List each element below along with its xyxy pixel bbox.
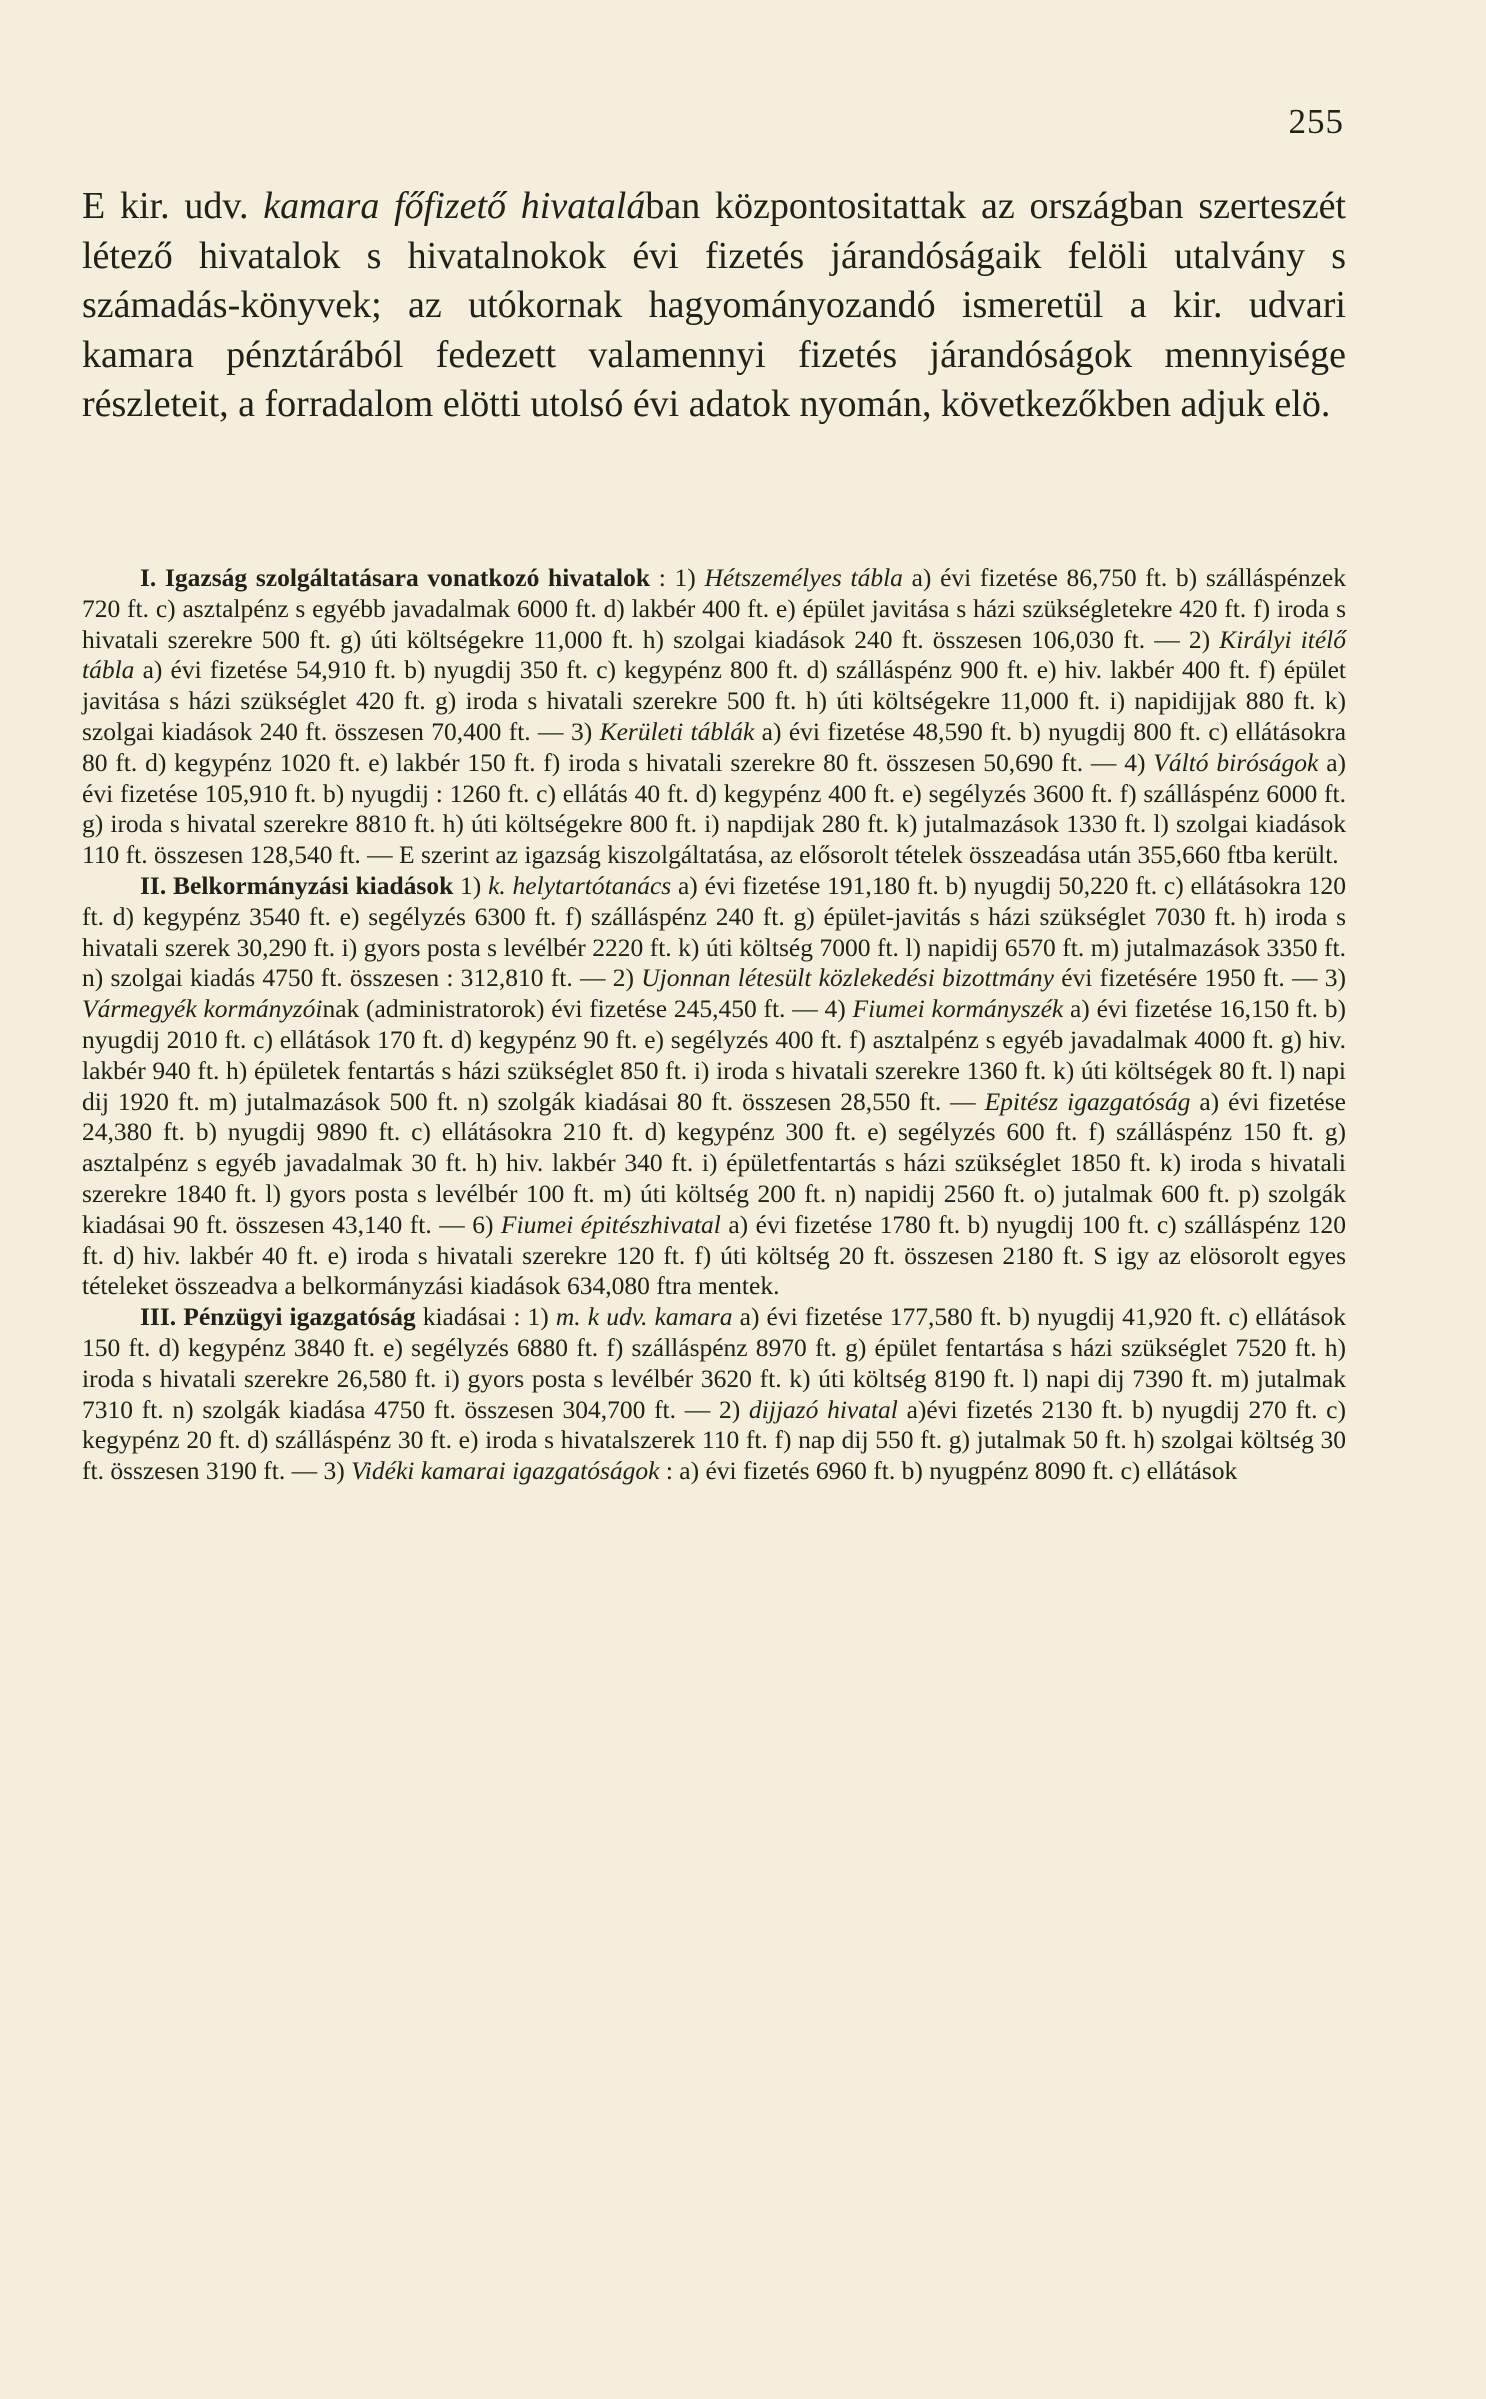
institution-name: k. helytartótanács <box>488 870 672 900</box>
institution-name: Vármegyék kormányzói <box>82 994 323 1024</box>
institution-name: Váltó biróságok <box>1153 747 1319 777</box>
text-run: : 1) <box>650 563 705 592</box>
text-run: a) évi fizetése 191,180 ft. b) nyugdij 50,220 ft. c) ellátásokra 120 ft. d) kegypénz 3540 ft. e) segélyzés 6300 ft. f) szálláspénz 240 ft. g) épület-javitás s házi szükséglet 7030 ft. h) iroda s hivatali szerek 30,290 ft. i) gyors posta s levélbér 2220 ft. k) úti költség 7000 ft. l) napidij 6570 ft. m) jutalmazások 3350 ft. n) szolgai kiadás 4750 ft. összesen : 312,810 ft. — 2) <box>82 870 1346 993</box>
section-finance <box>82 1302 1346 1487</box>
institution-name: Ujonnan létesült közlekedési bizottmány <box>641 963 1054 993</box>
text-run: 1) <box>453 870 489 900</box>
text-run: a) évi fizetése 105,910 ft. b) nyugdij : 1260 ft. c) ellátás 40 ft. d) kegypénz 400 ft. e) segélyzés 3600 ft. f) szálláspénz 6000 ft. g) iroda s hivatal szerekre 8810 ft. h) úti költségekre 800 ft. i) napdijak 280 ft. k) jutalmazások 1330 ft. l) szolgai kiadások 110 ft. összesen 128,540 ft. — E szerint az igazság kiszolgáltatása, az elősorolt tételek összeadása után 355,660 ftba került. <box>82 747 1347 870</box>
text-run: a) évi fizetése 1780 ft. b) nyugdij 100 ft. c) szálláspénz 120 ft. d) hiv. lakbér 40 ft. e) iroda s hivatali szerekre 120 ft. f) úti költség 20 ft. összesen 2180 ft. S igy az elösorolt egyes tételeket összeadva a belkormányzási kiadások 634,080 ftra mentek. <box>82 1209 1346 1301</box>
text-run: a) évi fizetése 48,590 ft. b) nyugdij 800 ft. c) ellátásokra 80 ft. d) kegypénz 1020 ft. e) lakbér 150 ft. f) iroda s hivatali szerekre 80 ft. összesen 50,690 ft. — 4) <box>82 716 1347 777</box>
text-run: a) évi fizetése 86,750 ft. b) szálláspénzek 720 ft. c) asztalpénz s egyébb javadalmak 6000 ft. d) lakbér 400 ft. e) épület javitása s házi szükségletekre 420 ft. f) iroda s hivatali szerekre 500 ft. g) úti költségekre 11,000 ft. h) szolgai kiadások 240 ft. összesen 106,030 ft. — 2) <box>82 563 1347 654</box>
institution-name: Királyi itélő tábla <box>82 624 1347 685</box>
text-run: a) évi fizetése 54,910 ft. b) nyugdij 350 ft. c) kegypénz 800 ft. d) szálláspénz 900 ft. e) hiv. lakbér 400 ft. f) épület javitása s házi szükséglet 420 ft. g) iroda s hivatali szerekre 500 ft. h) úti költségekre 11,000 ft. i) napidijjak 880 ft. k) szolgai kiadások 240 ft. összesen 70,400 ft. — 3) <box>82 655 1346 746</box>
section-heading: I. Igazság szolgáltatásara vonatkozó hivatalok <box>140 563 651 592</box>
institution-name: Vidéki kamarai igazgatóságok <box>351 1456 660 1486</box>
intro-italic: kamara főfizető hivatalá <box>263 185 646 227</box>
text-run: a)évi fizetés 2130 ft. b) nyugdij 270 ft. c) kegypénz 20 ft. d) szálláspénz 30 ft. e) iroda s hivatalszerek 110 ft. f) nap dij 550 ft. g) jutalmak 50 ft. h) szolgai költség 30 ft. összesen 3190 ft. — 3) <box>82 1394 1346 1486</box>
institution-name: Fiumei épitészhivatal <box>500 1209 721 1239</box>
section-heading: III. Pénzügyi igazgatóság <box>140 1302 416 1332</box>
intro-text: ban központositattak az országban szerteszét létező hivatalok s hivatalnokok évi fizetés járandóságaik felöli utalvány s számadás-könyvek; az utókornak hagyományozandó ismeretül a kir. udvari kamara pénztárából fedezett valamennyi fizetés járandóságok mennyisége részleteit, a forradalom elötti utolsó évi adatok nyomán, következőkben adjuk elö. <box>82 185 1346 425</box>
section-interior <box>82 871 1346 1302</box>
institution-name: m. k udv. kamara <box>555 1302 733 1332</box>
text-run: kiadásai : 1) <box>415 1302 556 1332</box>
section-heading: II. Belkormányzási kiadások <box>140 870 454 900</box>
institution-name: Epitész igazgatóság <box>984 1086 1191 1116</box>
text-run: : a) évi fizetés 6960 ft. b) nyugpénz 8090 ft. c) ellátások <box>659 1456 1238 1486</box>
section-justice <box>82 563 1346 871</box>
text-run: a) évi fizetése 24,380 ft. b) nyugdij 9890 ft. c) ellátásokra 210 ft. d) kegypénz 300 ft. e) segélyzés 600 ft. f) szálláspénz 150 ft. g) asztalpénz s egyéb javadalmak 30 ft. h) hiv. lakbér 340 ft. i) épületfentartás s házi szükséglet 1850 ft. k) iroda s hivatali szerekre 1840 ft. l) gyors posta s levélbér 100 ft. m) úti költség 200 ft. n) napidij 2560 ft. o) jutalmak 600 ft. p) szolgák kiadásai 90 ft. összesen 43,140 ft. — 6) <box>82 1086 1346 1239</box>
text-run: nak (administratorok) évi fizetése 245,450 ft. — 4) <box>322 994 853 1024</box>
text-run: a) évi fizetése 177,580 ft. b) nyugdij 41,920 ft. c) ellátások 150 ft. d) kegypénz 3840 ft. e) segélyzés 6880 ft. f) szálláspénz 8970 ft. g) épület fentartása s házi szükséglet 7520 ft. h) iroda s hivatali szerekre 26,580 ft. i) gyors posta s levélbér 3620 ft. k) úti költség 8190 ft. l) napi dij 7390 ft. m) jutalmak 7310 ft. n) szolgák kiadása 4750 ft. összesen 304,700 ft. — 2) <box>82 1302 1347 1424</box>
institution-name: Kerületi táblák <box>599 716 755 746</box>
page-number: 255 <box>1288 102 1344 141</box>
institution-name: Hétszemélyes tábla <box>704 563 903 592</box>
intro-text: E kir. udv. <box>82 185 264 227</box>
text-run: a) évi fizetése 16,150 ft. b) nyugdij 2010 ft. c) ellátások 170 ft. d) kegypénz 90 ft. e) segélyzés 400 ft. f) asztalpénz s egyéb javadalmak 4000 ft. g) hiv. lakbér 940 ft. h) épületek fentartás s házi szükséglet 850 ft. i) iroda s hivatali szerekre 1360 ft. k) úti költségek 80 ft. l) napi dij 1920 ft. m) jutalmazások 500 ft. n) szolgák kiadásai 80 ft. összesen 28,550 ft. — <box>82 994 1346 1116</box>
body-text <box>82 563 1346 1487</box>
institution-name: dijjazó hivatal <box>748 1394 898 1424</box>
institution-name: Fiumei kormányszék <box>852 994 1064 1024</box>
intro-paragraph <box>82 182 1346 430</box>
text-run: évi fizetésére 1950 ft. — 3) <box>1053 963 1346 993</box>
